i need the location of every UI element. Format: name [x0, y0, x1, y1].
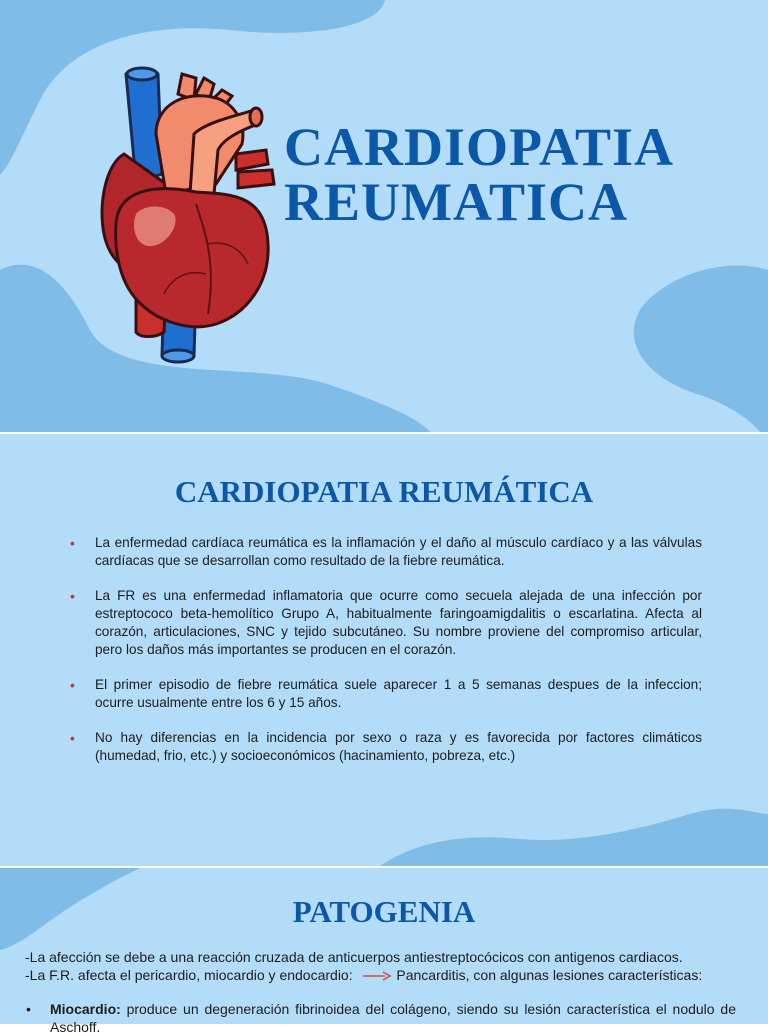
arrow-right-icon	[363, 971, 391, 981]
patogenia-line-1: -La afección se debe a una reacción cruzada de anticuerpos antiestreptocócicos con antigenos cardiacos.	[25, 949, 683, 965]
list-item: • La FR es una enfermedad inflamatoria que ocurre como secuela alejada de una infección por estreptococo beta-hemolítico Grupo A, habitualmente faringoamigdalitis o escarlatina. Afecta al corazón, articulaciones, SNC y tejido subcutáneo. Su nombre proviene del compromiso articular, pero los daños más importantes se producen en el corazón.	[95, 587, 702, 659]
title-line-2: REUMATICA	[284, 172, 628, 232]
slide-title: PATOGENIA	[292, 894, 476, 929]
patogenia-line-2	[25, 966, 745, 984]
title-slide	[0, 0, 768, 432]
bullet-label: Miocardio:	[50, 1001, 121, 1017]
content-slide-patogenia	[0, 868, 768, 1035]
bullet-list	[50, 1000, 736, 1036]
list-item: • El primer episodio de fiebre reumática suele aparecer 1 a 5 semanas despues de la infeccion; ocurre usualmente entre los 6 y 15 años.	[95, 676, 702, 712]
list-item	[50, 1000, 736, 1036]
list-item: • La enfermedad cardíaca reumática es la inflamación y el daño al músculo cardíaco y a las válvulas cardíacas que se desarrollan como resultado de la fiebre reumática.	[95, 534, 702, 570]
title-line-1: CARDIOPATIA	[284, 117, 675, 177]
slide-title: CARDIOPATIA REUMÁTICA	[174, 474, 594, 509]
slide-title	[284, 117, 675, 232]
heart-illustration	[96, 64, 281, 369]
bullet-text: produce un degeneración fibrinoidea del colágeno, siendo su lesión característica el nodulo de Aschoff.	[50, 1001, 736, 1035]
line-2-start: -La F.R. afecta el pericardio, miocardio y endocardio:	[25, 967, 353, 983]
content-slide-cardiopatia	[0, 434, 768, 866]
list-item: • No hay diferencias en la incidencia por sexo o raza y es favorecida por factores climáticos (humedad, frio, etc.) y socioeconómicos (hacinamiento, pobreza, etc.)	[95, 729, 702, 765]
line-2-end: Pancarditis, con algunas lesiones características:	[396, 967, 703, 983]
bullet-list	[95, 534, 702, 782]
